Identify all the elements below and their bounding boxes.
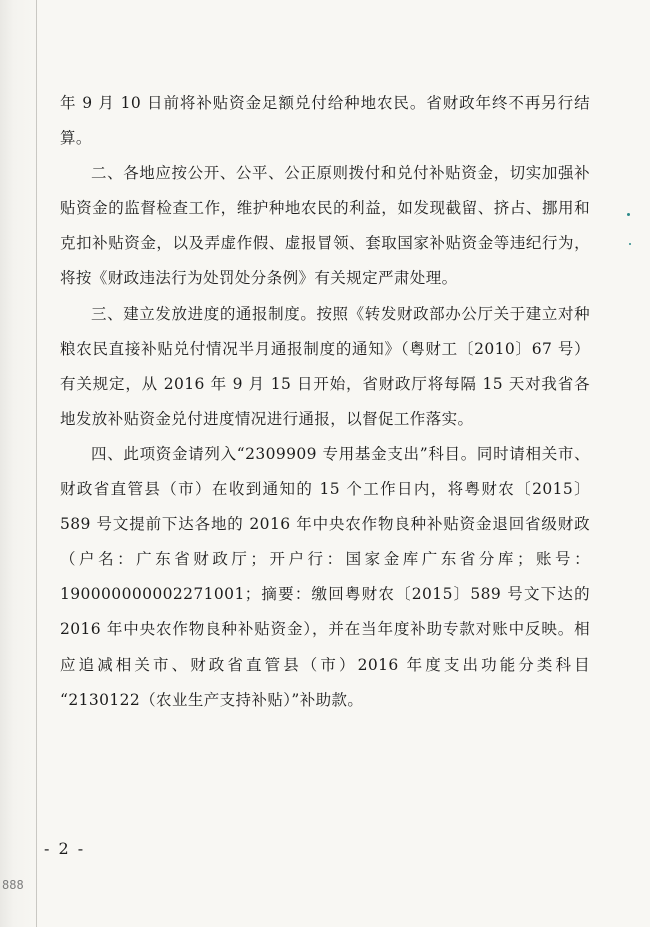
page-number: - 2 - [44, 839, 86, 858]
binding-margin-line [36, 0, 37, 927]
paragraph-item-4: 四、此项资金请列入“2309909 专用基金支出”科目。同时请相关市、财政省直管县（市）在收到通知的 15 个工作日内，将粤财农〔2015〕589 号文提前下达各地的 2016 年中央农作物良种补贴资金退回省级财政（户名：广东省财政厅；开户行：国家金库广东省分库；账号：190000000002271001；摘要：缴回粤财农〔2015〕589 号文下达的 2016 年中央农作物良种补贴资金），并在当年度补助专款对账中反映。相应追减相关市、财政省直管县（市）2016 年度支出功能分类科目 “2130122（农业生产支持补贴）”补助款。 [60, 444, 590, 709]
stamp-mark: 888 [2, 878, 24, 892]
paragraph-item-3: 三、建立发放进度的通报制度。按照《转发财政部办公厅关于建立对种粮农民直接补贴兑付情况半月通报制度的通知》（粤财工〔2010〕67 号）有关规定，从 2016 年 9 月 15 日开始，省财政厅将每隔 15 天对我省各地发放补贴资金兑付进度情况进行通报，以督促工作落实。 [60, 304, 590, 428]
paragraph-item-2: 二、各地应按公开、公平、公正原则拨付和兑付补贴资金，切实加强补贴资金的监督检查工作，维护种地农民的利益，如发现截留、挤占、挪用和克扣补贴资金，以及弄虚作假、虚报冒领、套取国家补贴资金等违纪行为，将按《财政违法行为处罚处分条例》有关规定严肃处理。 [60, 164, 590, 288]
paragraph-continuation: 年 9 月 10 日前将补贴资金足额兑付给种地农民。省财政年终不再另行结算。 [60, 94, 590, 148]
scan-speck [629, 243, 631, 245]
scan-speck [627, 213, 630, 216]
document-body [60, 86, 590, 718]
